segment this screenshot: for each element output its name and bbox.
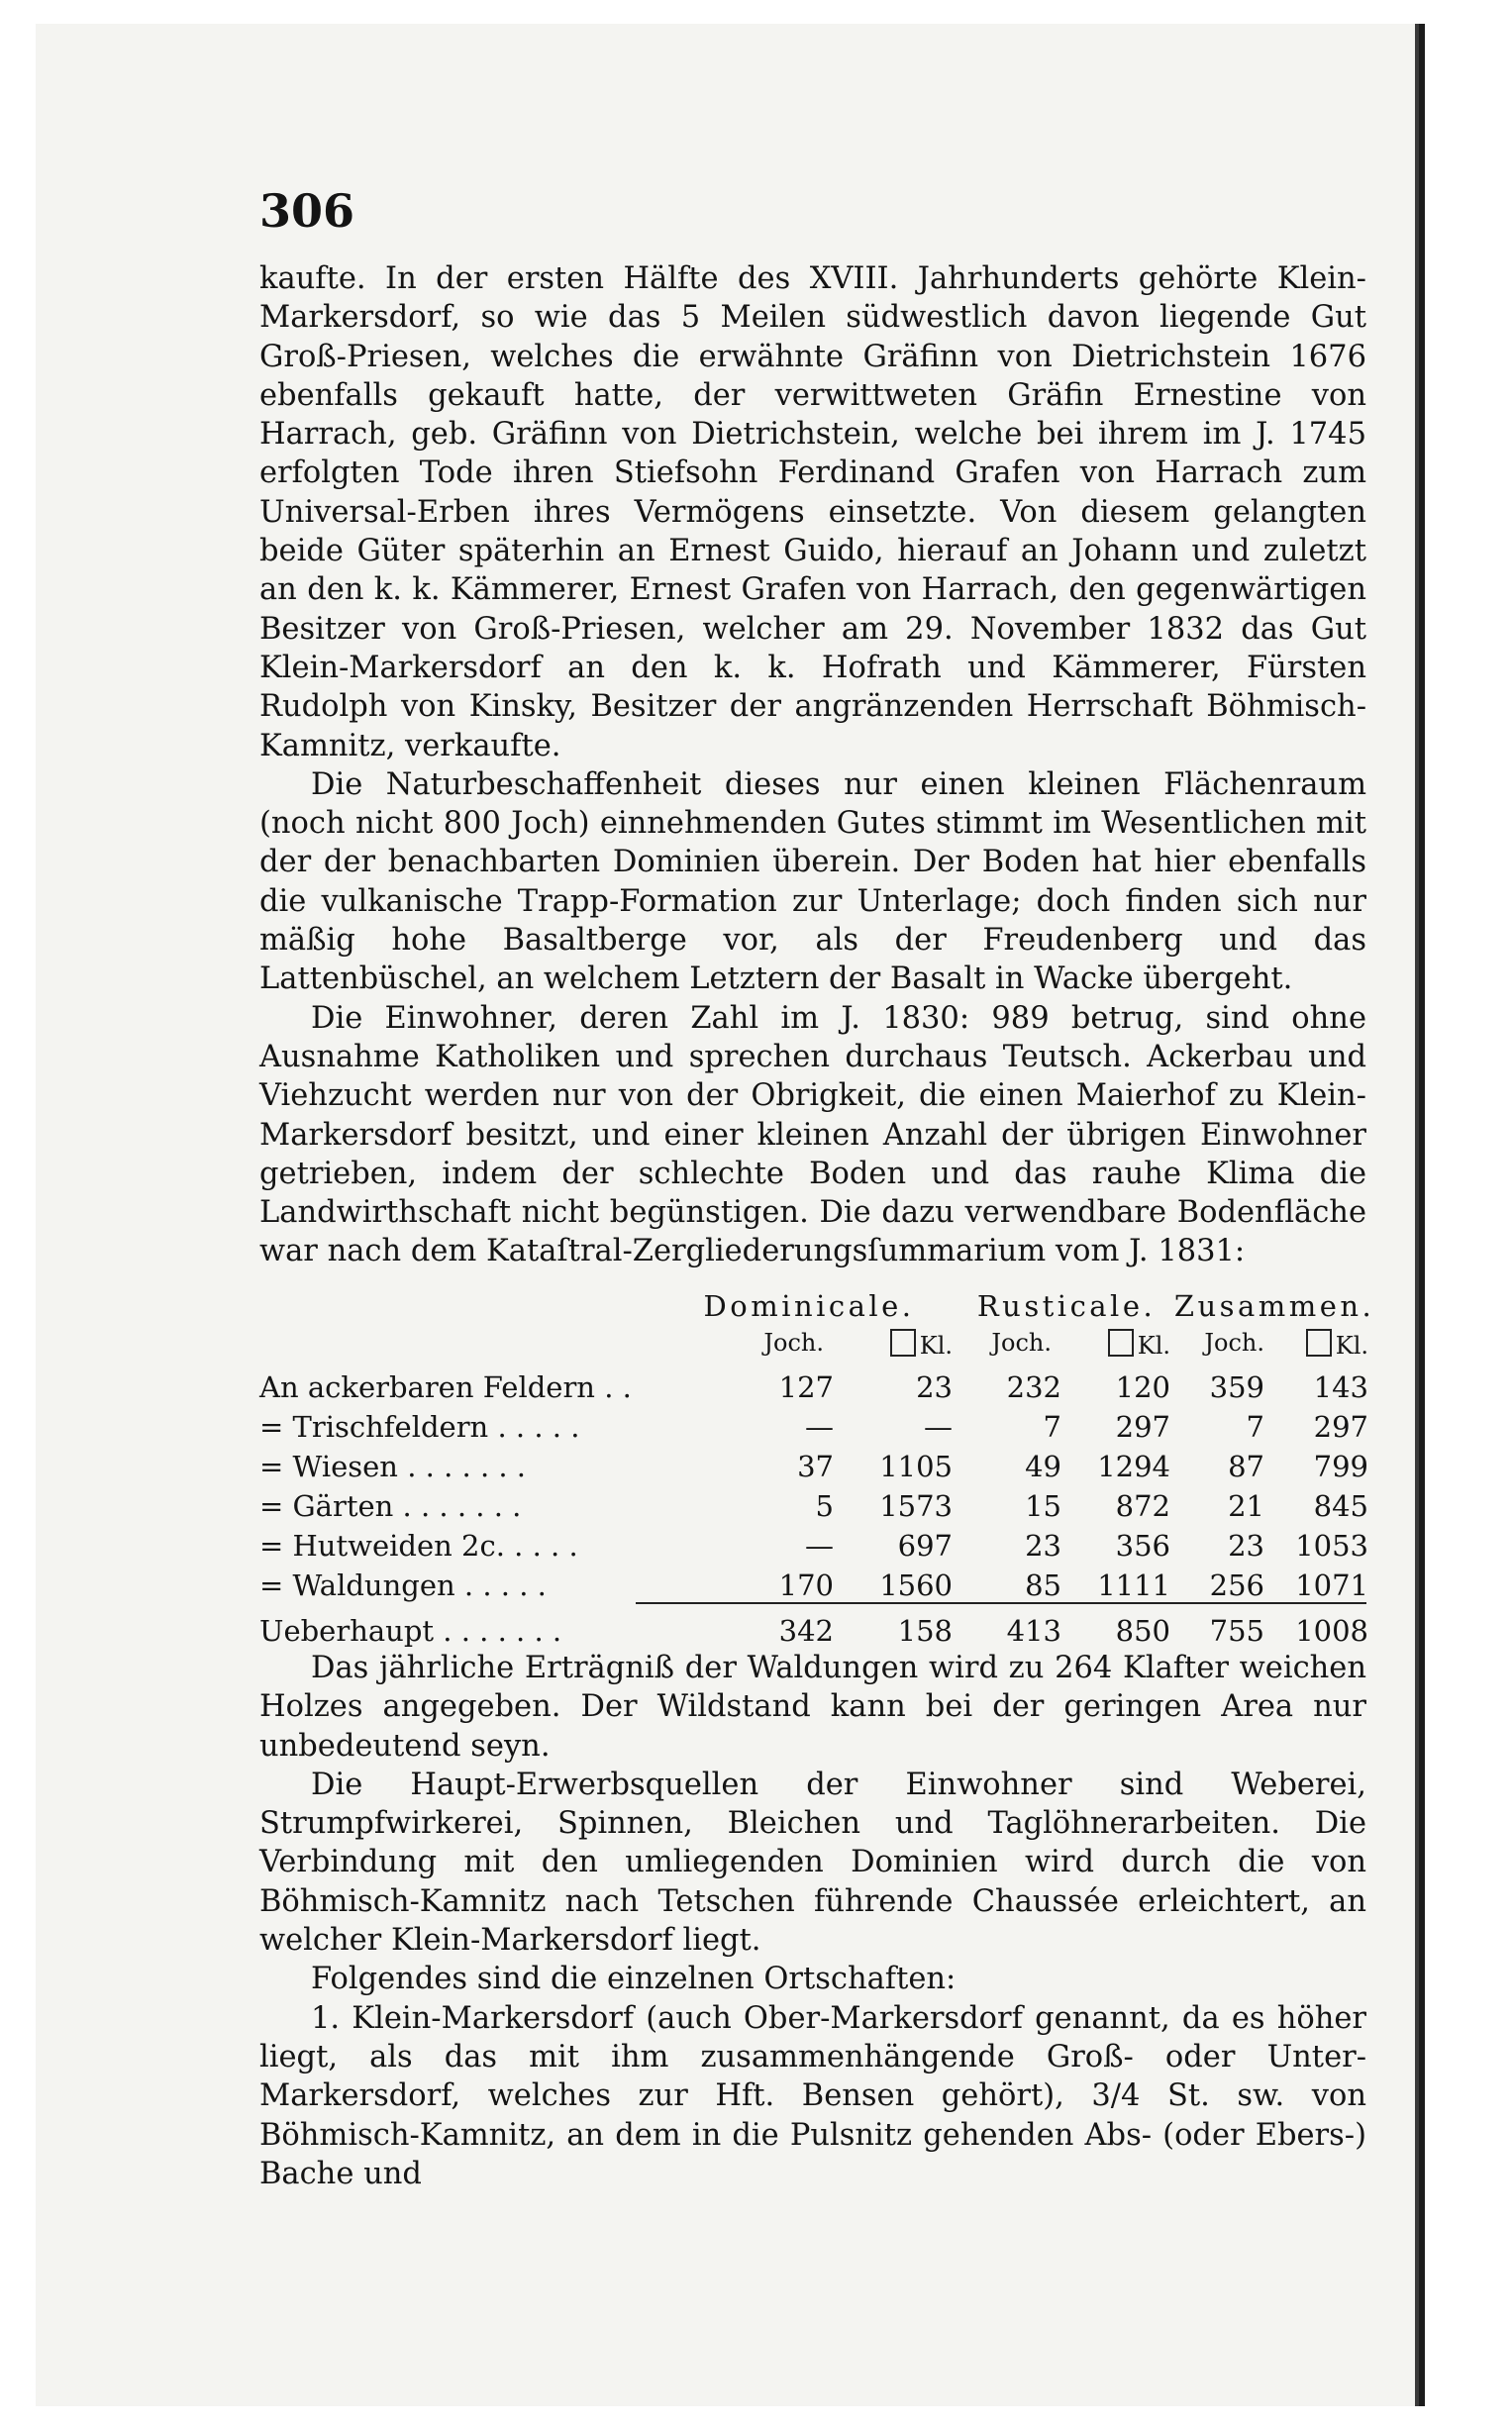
cell-value: 85 [1025, 1568, 1061, 1602]
cell-value: 297 [1115, 1410, 1170, 1444]
paragraph-localities-intro: Folgendes sind die einzelnen Ortschaften: [311, 1962, 957, 1997]
sub-kl: Kl. [1260, 1329, 1368, 1360]
page-number: 306 [259, 184, 355, 238]
row-label: Ueberhaupt . . . . . . . [259, 1614, 562, 1648]
table-row [259, 1370, 1366, 1410]
sub-joch: Joch. [1204, 1329, 1264, 1357]
paragraph-inhabitants: Die Einwohner, deren Zahl im J. 1830: 989 betrug, sind ohne Ausnahme Katholiken und sprechen durchaus Teutsch. Ackerbau und Viehzucht werden nur von der Obrigkeit, die einen Maierhof zu Klein-Markersdorf besitzt, und einer kleinen Anzahl der übrigen Einwohner getrieben, indem der schlechte Boden und das rauhe Klima die Landwirthschaft nicht begünstigen. Die dazu verwendbare Bodenfläche war nach dem Kataſtral-Zergliederungsſummarium vom J. 1831: [259, 1000, 1366, 1269]
cell-value: 87 [1228, 1450, 1264, 1483]
cell-value: 1573 [879, 1489, 953, 1523]
sub-kl: Kl. [1061, 1329, 1170, 1360]
row-label: = Gärten . . . . . . . [259, 1489, 522, 1523]
cell-value: 23 [1025, 1529, 1061, 1563]
table-total-row [259, 1614, 1366, 1654]
cell-value: 1071 [1295, 1568, 1368, 1602]
sub-joch: Joch. [991, 1329, 1052, 1357]
cell-value: 23 [1228, 1529, 1264, 1563]
body-text-bottom [259, 1649, 1366, 2193]
cell-value: 872 [1115, 1489, 1170, 1523]
row-label: An ackerbaren Feldern . . [259, 1370, 632, 1404]
row-label: = Wiesen . . . . . . . [259, 1450, 527, 1483]
cell-value: 755 [1209, 1614, 1264, 1648]
cell-value: — [805, 1410, 834, 1444]
cell-value: 256 [1209, 1568, 1264, 1602]
paragraph-trades: Die Haupt-Erwerbsquellen der Einwohner sind Weberei, Strumpfwirkerei, Spinnen, Bleichen und Taglöhnerarbeiten. Die Verbindung mit den umliegenden Dominien wird durch die von Böhmisch-Kamnitz nach Tetschen führende Chaussée erleichtert, an welcher Klein-Markersdorf liegt. [259, 1767, 1366, 1959]
sub-kl: Kl. [844, 1329, 953, 1360]
cell-value: 143 [1313, 1370, 1368, 1404]
cell-value: 15 [1025, 1489, 1061, 1523]
group-header-rusticale: Rusticale. [976, 1289, 1157, 1323]
cell-value: 5 [815, 1489, 834, 1523]
cell-value: 7 [1246, 1410, 1264, 1444]
body-text-top [259, 259, 1366, 1271]
cell-value: 1008 [1295, 1614, 1368, 1648]
cell-value: 127 [778, 1370, 834, 1404]
cell-value: 232 [1006, 1370, 1061, 1404]
paragraph-nature: Die Naturbeschaffenheit dieses nur einen kleinen Flächenraum (noch nicht 800 Joch) einnehmenden Gutes stimmt im Wesentlichen mit der der benachbarten Dominien überein. Der Boden hat hier ebenfalls die vulkanische Trapp-Formation zur Unterlage; doch finden sich nur mäßig hohe Basaltberge vor, als der Freudenberg und das Lattenbüschel, an welchem Letztern der Basalt in Wacke übergeht. [259, 766, 1366, 997]
table-row [259, 1410, 1366, 1450]
cell-value: 21 [1228, 1489, 1264, 1523]
cell-value: 413 [1006, 1614, 1061, 1648]
table-row [259, 1489, 1366, 1529]
cell-value: 1053 [1295, 1529, 1368, 1563]
cell-value: 342 [778, 1614, 834, 1648]
cell-value: 23 [916, 1370, 953, 1404]
cell-value: 1560 [879, 1568, 953, 1602]
sub-joch: Joch. [763, 1329, 824, 1357]
cell-value: 799 [1313, 1450, 1368, 1483]
group-header-zusammen: Zusammen. [1173, 1289, 1375, 1323]
paragraph-history: kaufte. In der ersten Hälfte des XVIII. Jahrhunderts gehörte Klein-Markersdorf, so wie das 5 Meilen südwestlich davon liegende Gut Groß-Priesen, welches die erwähnte Gräfinn von Dietrichstein 1676 ebenfalls gekauft hatte, der verwittweten Gräfin Ernestine von Harrach, geb. Gräfinn von Dietrichstein, welche bei ihrem im J. 1745 erfolgten Tode ihren Stiefsohn Ferdinand Grafen von Harrach zum Universal-Erben ihres Vermögens einsetzte. Von diesem gelangten beide Güter späterhin an Ernest Guido, hierauf an Johann und zuletzt an den k. k. Kämmerer, Ernest Grafen von Harrach, den gegenwärtigen Besitzer von Groß-Priesen, welcher am 29. November 1832 das Gut Klein-Markersdorf an den k. k. Hofrath und Kämmerer, Fürsten Rudolph von Kinsky, Besitzer der angränzenden Herrschaft Böhmisch-Kamnitz, verkaufte. [259, 261, 1366, 763]
cell-value: 845 [1313, 1489, 1368, 1523]
cell-value: 297 [1313, 1410, 1368, 1444]
cell-value: 1111 [1097, 1568, 1170, 1602]
cell-value: 1294 [1097, 1450, 1170, 1483]
paragraph-locality-1: 1. Klein-Markersdorf (auch Ober-Markersdorf genannt, da es höher liegt, als das mit ihm zusammenhängende Groß- oder Unter-Markersdorf, welches zur Hft. Bensen gehört), 3/4 St. sw. von Böhmisch-Kamnitz, an dem in die Pulsnitz gehenden Abs- (oder Ebers-) Bache und [259, 2000, 1366, 2191]
row-label: = Waldungen . . . . . [259, 1568, 547, 1602]
cell-value: 356 [1115, 1529, 1170, 1563]
cell-value: 37 [797, 1450, 834, 1483]
group-header-dominicale: Dominicale. [703, 1289, 915, 1323]
sum-rule [636, 1602, 1366, 1604]
cell-value: 1105 [879, 1450, 953, 1483]
cell-value: 158 [897, 1614, 953, 1648]
paragraph-forestry: Das jährliche Erträgniß der Waldungen wird zu 264 Klafter weichen Holzes angegeben. Der Wildstand kann bei der geringen Area nur unbedeutend seyn. [259, 1651, 1366, 1764]
cell-value: 359 [1209, 1370, 1264, 1404]
cell-value: — [924, 1410, 953, 1444]
table-row [259, 1529, 1366, 1568]
cell-value: 170 [778, 1568, 834, 1602]
table-row [259, 1450, 1366, 1489]
cell-value: 850 [1115, 1614, 1170, 1648]
cell-value: — [805, 1529, 834, 1563]
cell-value: 7 [1043, 1410, 1061, 1444]
row-label: = Hutweiden 2c. . . . . [259, 1529, 578, 1563]
cell-value: 49 [1025, 1450, 1061, 1483]
cell-value: 120 [1115, 1370, 1170, 1404]
row-label: = Trischfeldern . . . . . [259, 1410, 580, 1444]
cell-value: 697 [897, 1529, 953, 1563]
